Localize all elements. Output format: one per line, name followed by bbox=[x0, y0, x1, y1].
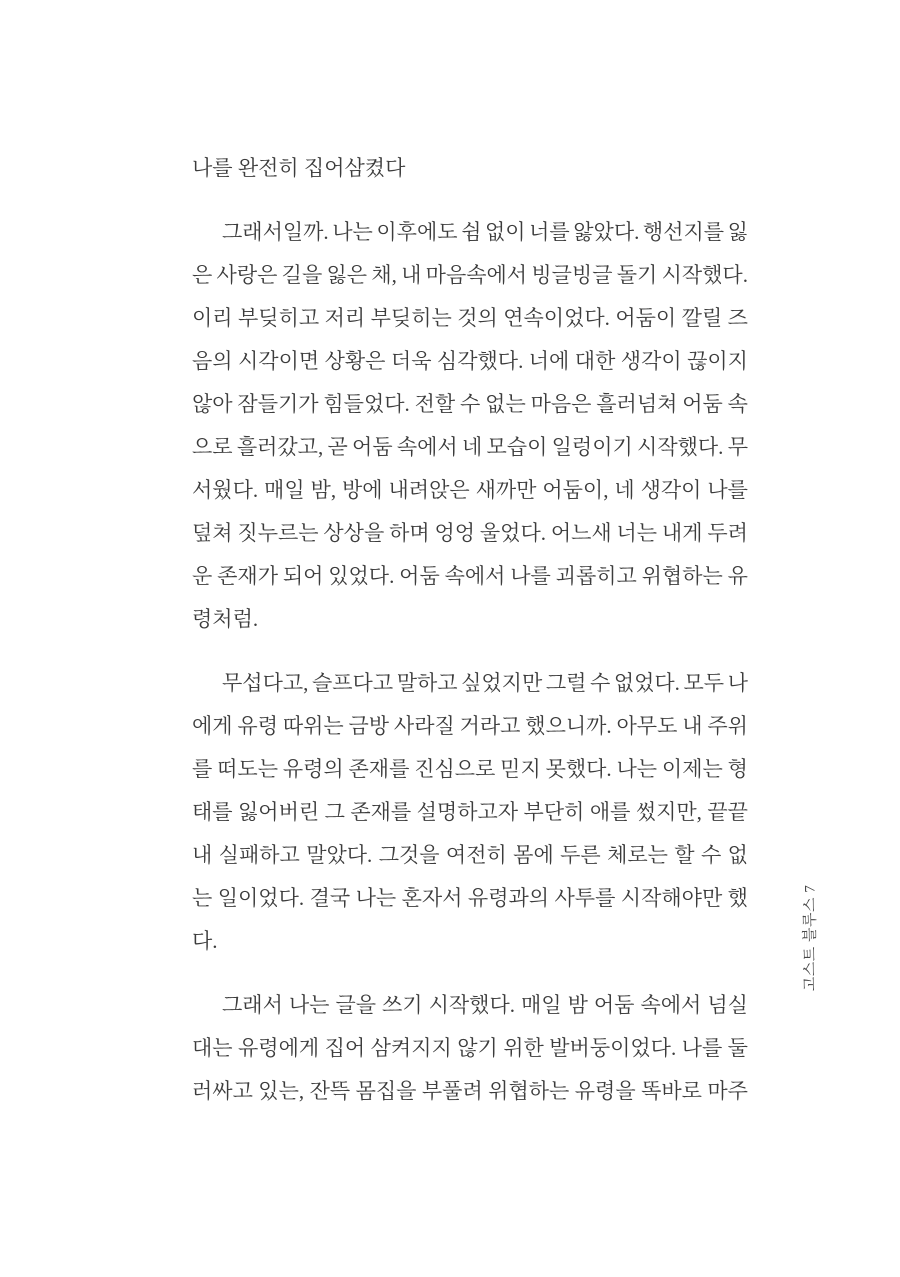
word: 에게 bbox=[192, 714, 233, 738]
word: 존재를 bbox=[348, 757, 410, 781]
word: 잃은 bbox=[326, 263, 368, 287]
word: 글을 bbox=[335, 993, 377, 1017]
word: 싶었지만 bbox=[461, 671, 543, 695]
word: 마음속에서 bbox=[425, 263, 528, 287]
word: 없었다. bbox=[613, 671, 680, 695]
word: 생각이 bbox=[640, 478, 702, 502]
text-line bbox=[192, 254, 748, 297]
word: 부딪히는 bbox=[370, 306, 452, 330]
word: 대는 bbox=[192, 1036, 233, 1060]
word: 를 bbox=[192, 757, 213, 781]
word: 유령 bbox=[237, 714, 278, 738]
word: 어둠 bbox=[682, 392, 723, 416]
word: 전할 bbox=[414, 392, 456, 416]
word: 무 bbox=[727, 435, 748, 459]
word: 음의 bbox=[192, 349, 233, 373]
word: 유령과의 bbox=[467, 886, 550, 910]
word: 않아 bbox=[192, 392, 233, 416]
word: 그 bbox=[324, 800, 345, 824]
word: 심각했다. bbox=[436, 349, 524, 373]
word: 시작했다. bbox=[428, 993, 515, 1017]
word: 으로 bbox=[192, 435, 233, 459]
word: 태를 bbox=[192, 800, 233, 824]
word: 믿지 bbox=[500, 757, 541, 781]
word: 부단히 bbox=[523, 800, 585, 824]
text-line bbox=[192, 1070, 748, 1113]
word: 상황은 bbox=[324, 349, 386, 373]
word: 유 bbox=[727, 564, 748, 588]
word: 있는, bbox=[258, 1079, 305, 1103]
word: 쉼 bbox=[461, 220, 482, 244]
word: 매일 bbox=[521, 993, 562, 1017]
word: 짓누르는 bbox=[237, 521, 319, 545]
word: 연속이었다. bbox=[503, 306, 610, 330]
word: 유령을 bbox=[574, 1079, 636, 1103]
word: 네 bbox=[461, 435, 483, 459]
word: 여전히 bbox=[445, 843, 507, 867]
word: 나를 bbox=[510, 564, 551, 588]
word: 부딪히고 bbox=[238, 306, 320, 330]
word: 속에서 bbox=[444, 564, 506, 588]
word: 나는 bbox=[355, 886, 397, 910]
text-line bbox=[192, 211, 748, 254]
word: 서웠다. bbox=[192, 478, 259, 502]
word: 내게 bbox=[661, 521, 703, 545]
word: 이리 bbox=[192, 306, 233, 330]
text-line bbox=[192, 834, 748, 877]
word: 내 bbox=[401, 263, 422, 287]
word: 어둠 bbox=[593, 993, 635, 1017]
word: 네 bbox=[614, 478, 635, 502]
word: 운 bbox=[192, 564, 213, 588]
word: 앓았다. bbox=[573, 220, 640, 244]
word: 쓰기 bbox=[382, 993, 423, 1017]
word: 이후에도 bbox=[376, 220, 458, 244]
word: 이제는 bbox=[661, 757, 723, 781]
word: 마음은 bbox=[530, 392, 592, 416]
word: 모습이 bbox=[486, 435, 548, 459]
paragraph bbox=[192, 211, 748, 641]
word: 주위 bbox=[707, 714, 748, 738]
word: 매일 bbox=[264, 478, 305, 502]
word: 대한 bbox=[574, 349, 616, 373]
text-line bbox=[192, 877, 748, 920]
word: 무섭다고, bbox=[222, 671, 309, 695]
word: 저리 bbox=[324, 306, 366, 330]
text-line bbox=[192, 748, 748, 791]
running-title bbox=[799, 885, 820, 991]
word: 나는 bbox=[288, 993, 330, 1017]
word: 그래서 bbox=[222, 993, 283, 1017]
text-line bbox=[192, 426, 748, 469]
paragraph bbox=[192, 984, 748, 1113]
text-line bbox=[192, 555, 748, 598]
text-line bbox=[192, 512, 748, 555]
word: 따위는 bbox=[282, 714, 344, 738]
word: 밤, bbox=[310, 478, 337, 502]
text-line bbox=[192, 1027, 748, 1070]
word: 있었다. bbox=[328, 564, 395, 588]
word: 돌기 bbox=[616, 263, 658, 287]
text-line bbox=[192, 340, 748, 383]
word: 시작했다. bbox=[637, 435, 724, 459]
word: 속에서 bbox=[396, 435, 458, 459]
word: 형 bbox=[727, 757, 748, 781]
word: 몸집을 bbox=[355, 1079, 417, 1103]
word: 잠들기가 bbox=[237, 392, 319, 416]
word: 괴롭히고 bbox=[555, 564, 637, 588]
text-line bbox=[192, 662, 748, 705]
text-line: 령처럼. bbox=[192, 607, 259, 631]
word: 혼자서 bbox=[401, 886, 463, 910]
word: 했 bbox=[727, 886, 748, 910]
word: 흘러넘쳐 bbox=[596, 392, 678, 416]
text-line: 나를 완전히 집어삼켰다 bbox=[192, 156, 406, 180]
text-line bbox=[192, 383, 748, 426]
word: 깔릴 bbox=[681, 306, 723, 330]
word: 없이 bbox=[484, 220, 526, 244]
paragraph bbox=[192, 147, 748, 190]
word: 사랑은 bbox=[216, 263, 278, 287]
word: 너를 bbox=[529, 220, 570, 244]
word: 속에서 bbox=[640, 993, 702, 1017]
word: 위한 bbox=[503, 1036, 544, 1060]
word: 모두 bbox=[683, 671, 725, 695]
word: 나를 bbox=[707, 478, 748, 502]
word: 덮쳐 bbox=[192, 521, 233, 545]
word: 채, bbox=[371, 263, 397, 287]
word: 내 bbox=[192, 843, 213, 867]
running-title-text: 고스트 블루스 7 bbox=[802, 884, 819, 992]
word: 빙글빙글 bbox=[531, 263, 613, 287]
word: 너는 bbox=[616, 521, 658, 545]
word: 집어 bbox=[324, 1036, 366, 1060]
word: 시작했다. bbox=[661, 263, 748, 287]
word: 수 bbox=[700, 843, 722, 867]
word: 똑바로 bbox=[641, 1079, 702, 1103]
word: 방에 bbox=[342, 478, 383, 502]
word: 두른 bbox=[560, 843, 601, 867]
word: 나는 bbox=[332, 220, 373, 244]
text-line: 다. bbox=[192, 929, 218, 953]
word: 끊이지 bbox=[687, 349, 748, 373]
word: 어둠이 bbox=[615, 306, 677, 330]
word: 유령의 bbox=[282, 757, 344, 781]
word: 일이었다. bbox=[217, 886, 305, 910]
word: 금방 bbox=[348, 714, 390, 738]
word: 너에 bbox=[528, 349, 570, 373]
word: 것의 bbox=[457, 306, 498, 330]
word: 발버둥이었다. bbox=[549, 1036, 677, 1060]
word: 나를 bbox=[681, 1036, 723, 1060]
word: 슬프다고 bbox=[311, 671, 394, 695]
word: 내려앉은 bbox=[388, 478, 470, 502]
word: 시작해야만 bbox=[620, 886, 723, 910]
word: 실패하고 bbox=[218, 843, 300, 867]
word: 내 bbox=[682, 714, 703, 738]
word: 못했다. bbox=[545, 757, 612, 781]
word: 은 bbox=[192, 263, 213, 287]
word: 말았다. bbox=[306, 843, 373, 867]
word: 되어 bbox=[282, 564, 324, 588]
word: 마주 bbox=[707, 1079, 748, 1103]
word: 그것을 bbox=[378, 843, 440, 867]
word: 설명하고자 bbox=[416, 800, 519, 824]
word: 없는 bbox=[485, 392, 526, 416]
word: 엉엉 bbox=[434, 521, 476, 545]
word: 하며 bbox=[389, 521, 430, 545]
word: 잔뜩 bbox=[309, 1079, 351, 1103]
paragraph bbox=[192, 662, 748, 963]
word: 속 bbox=[727, 392, 748, 416]
word: 했으니까. bbox=[525, 714, 612, 738]
text-line bbox=[192, 469, 748, 512]
word: 그럴 bbox=[545, 671, 587, 695]
word: 어둠 bbox=[399, 564, 440, 588]
word: 일렁이기 bbox=[551, 435, 633, 459]
word: 더욱 bbox=[390, 349, 432, 373]
word: 길을 bbox=[281, 263, 323, 287]
word: 밤 bbox=[567, 993, 588, 1017]
word: 위협하는 bbox=[488, 1079, 570, 1103]
word: 수 bbox=[589, 671, 611, 695]
text-line bbox=[192, 705, 748, 748]
word: 그래서일까. bbox=[222, 220, 329, 244]
word: 체로는 bbox=[607, 843, 668, 867]
word: 진심으로 bbox=[414, 757, 496, 781]
word: 않기 bbox=[457, 1036, 498, 1060]
word: 힘들었다. bbox=[323, 392, 410, 416]
word: 삼켜지지 bbox=[370, 1036, 452, 1060]
word: 끝끝 bbox=[707, 800, 748, 824]
word: 잃 bbox=[727, 220, 748, 244]
word: 썼지만, bbox=[635, 800, 702, 824]
word: 존재를 bbox=[350, 800, 412, 824]
word: 나 bbox=[727, 671, 748, 695]
word: 존재가 bbox=[217, 564, 278, 588]
word: 행선지를 bbox=[642, 220, 725, 244]
word: 상상을 bbox=[323, 521, 385, 545]
word: 결국 bbox=[309, 886, 351, 910]
word: 거라고 bbox=[459, 714, 521, 738]
text-line bbox=[192, 297, 748, 340]
word: 둘 bbox=[727, 1036, 748, 1060]
word: 없 bbox=[727, 843, 748, 867]
word: 애를 bbox=[589, 800, 631, 824]
word: 나는 bbox=[616, 757, 658, 781]
text-line bbox=[192, 984, 748, 1027]
word: 수 bbox=[460, 392, 481, 416]
word: 생각이 bbox=[620, 349, 682, 373]
word: 울었다. bbox=[479, 521, 546, 545]
word: 넘실 bbox=[707, 993, 748, 1017]
word: 새까만 bbox=[475, 478, 537, 502]
word: 시각이면 bbox=[238, 349, 320, 373]
word: 부풀려 bbox=[421, 1079, 483, 1103]
word: 잃어버린 bbox=[238, 800, 320, 824]
word: 즈 bbox=[727, 306, 748, 330]
word: 아무도 bbox=[616, 714, 678, 738]
word: 몸에 bbox=[513, 843, 554, 867]
word: 흘러갔고, bbox=[236, 435, 324, 459]
word: 사투를 bbox=[554, 886, 616, 910]
word: 러싸고 bbox=[192, 1079, 253, 1103]
word: 두려 bbox=[707, 521, 748, 545]
word: 사라질 bbox=[393, 714, 455, 738]
word: 는 bbox=[192, 886, 213, 910]
word: 위협하는 bbox=[641, 564, 723, 588]
word: 할 bbox=[674, 843, 695, 867]
word: 말하고 bbox=[396, 671, 458, 695]
word: 어둠 bbox=[352, 435, 393, 459]
word: 어느새 bbox=[550, 521, 612, 545]
word: 유령에게 bbox=[238, 1036, 320, 1060]
word: 곧 bbox=[327, 435, 348, 459]
word: 떠도는 bbox=[217, 757, 278, 781]
body-text bbox=[192, 147, 748, 1113]
text-line bbox=[192, 791, 748, 834]
word: 어둠이, bbox=[542, 478, 609, 502]
